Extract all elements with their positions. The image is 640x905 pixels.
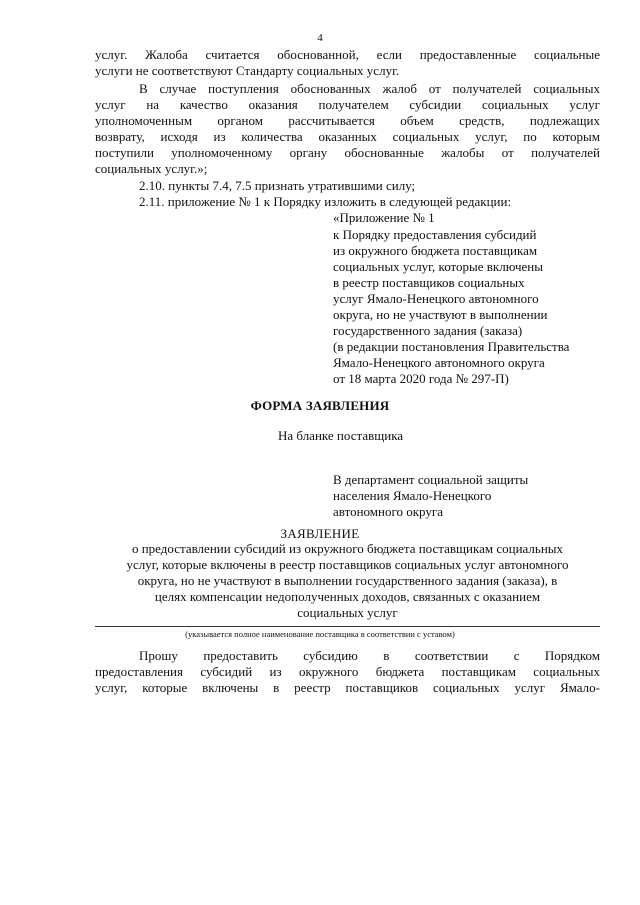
item-2-10: [95, 178, 600, 194]
subtitle-line: услуг, которые включены в реестр поставщиков социальных услуг автономного: [126, 557, 569, 572]
appendix-line: в реестр поставщиков социальных: [333, 275, 525, 290]
addressee-line: автономного округа: [333, 504, 443, 519]
addressee-line: В департамент социальной защиты: [333, 472, 529, 487]
text-line: предоставления субсидий из окружного бюджета поставщикам социальных: [95, 664, 600, 679]
appendix-line: округа, но не участвуют в выполнении: [333, 307, 548, 322]
text-line: поступили уполномоченному органу обоснованные жалобы от получателей: [95, 145, 600, 160]
statement-subtitle: [95, 541, 600, 621]
paragraph-complaint-justified: [95, 47, 600, 79]
text-line: 2.10. пункты 7.4, 7.5 признать утратившими силу;: [139, 178, 416, 193]
text-line: услуг, которые включены в реестр поставщиков социальных услуг Ямало-: [95, 680, 600, 695]
text-line: В случае поступления обоснованных жалоб от получателей социальных: [139, 81, 600, 96]
subtitle-line: округа, но не участвуют в выполнении государственного задания (заказа), в: [137, 573, 558, 588]
statement-title: ЗАЯВЛЕНИЕ: [280, 526, 360, 541]
text-line: 2.11. приложение № 1 к Порядку изложить в следующей редакции:: [139, 194, 512, 209]
fill-line-caption: (указывается полное наименование поставщика в соответствии с уставом): [185, 629, 455, 639]
appendix-line: государственного задания (заказа): [333, 323, 523, 338]
appendix-line: социальных услуг, которые включены: [333, 259, 543, 274]
text-line: уполномоченным органом рассчитывается объем средств, подлежащих: [95, 113, 600, 128]
text-line: Прошу предоставить субсидию в соответствии с Порядком: [139, 648, 600, 663]
item-2-11: [95, 194, 600, 210]
appendix-title-text: «Приложение № 1: [333, 210, 435, 225]
appendix-line: от 18 марта 2020 года № 297-П): [333, 371, 509, 386]
supplier-letterhead-note: На бланке поставщика: [278, 428, 404, 443]
text-line: услуг на качество оказания получателем субсидии социальных услуг: [95, 97, 600, 112]
appendix-title: [333, 210, 623, 226]
appendix-line: услуг Ямало-Ненецкого автономного: [333, 291, 539, 306]
supplier-name-fill-line: [95, 626, 600, 627]
subtitle-line: о предоставлении субсидий из окружного бюджета поставщикам социальных: [131, 541, 564, 556]
request-paragraph: [95, 648, 600, 696]
form-title: ФОРМА ЗАЯВЛЕНИЯ: [250, 398, 390, 413]
addressee-line: населения Ямало-Ненецкого: [333, 488, 492, 503]
paragraph-justified-complaints: [95, 81, 600, 177]
page-number: 4: [317, 32, 323, 44]
appendix-line: из окружного бюджета поставщикам: [333, 243, 538, 258]
subtitle-line: социальных услуг: [297, 605, 398, 620]
appendix-reference: [333, 227, 623, 387]
text-line: социальных услуг.»;: [95, 161, 208, 176]
text-line: услуг. Жалоба считается обоснованной, если предоставленные социальные: [95, 47, 600, 62]
subtitle-line: целях компенсации недополученных доходов, связанных с оказанием: [154, 589, 541, 604]
text-line: услуги не соответствуют Стандарту социальных услуг.: [95, 63, 400, 78]
department-addressee: [333, 472, 528, 520]
appendix-line: к Порядку предоставления субсидий: [333, 227, 537, 242]
text-line: возврату, исходя из количества оказанных социальных услуг, по которым: [95, 129, 600, 144]
appendix-line: Ямало-Ненецкого автономного округа: [333, 355, 545, 370]
appendix-line: (в редакции постановления Правительства: [333, 339, 570, 354]
